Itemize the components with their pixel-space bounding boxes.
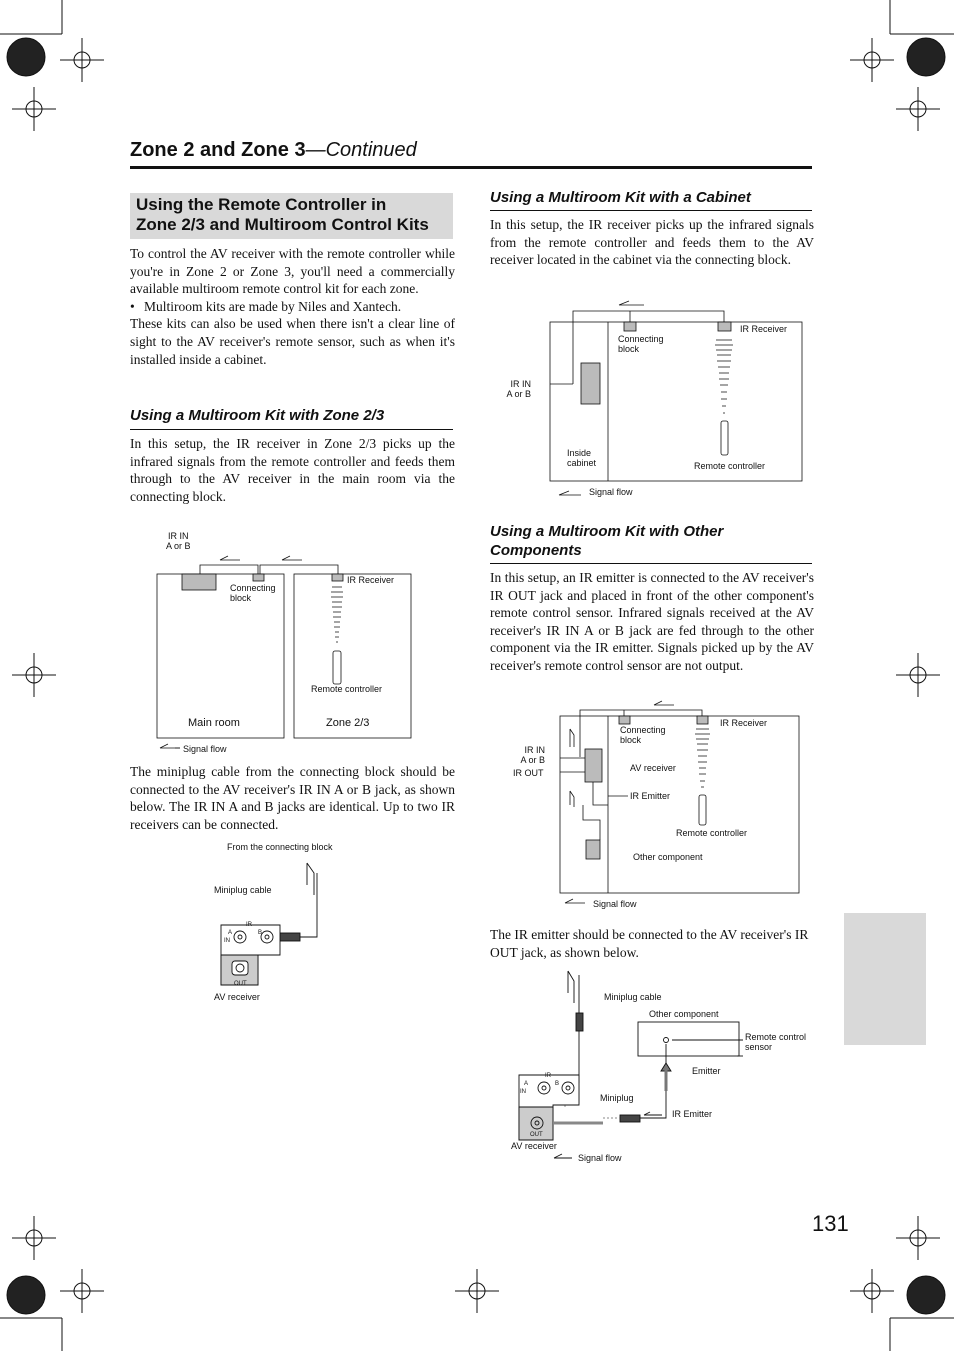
bullet-item: • Multiroom kits are made by Niles and Xantech. <box>130 298 402 314</box>
emitter-miniplug-cable: Miniplug cable <box>604 992 662 1002</box>
jack-a: A <box>228 930 233 936</box>
header-title: Zone 2 and Zone 3 <box>130 139 306 161</box>
zone-ir-in: IR IN <box>168 531 189 541</box>
cabinet-kit-rule <box>490 210 812 211</box>
emitter-b: B <box>555 1081 560 1087</box>
cabinet-ir-in: IR IN <box>510 379 531 389</box>
cabinet-ir-receiver: IR Receiver <box>740 324 788 334</box>
section-heading-line1: Using the Remote Controller in <box>136 195 387 214</box>
zone-kit-heading: Using a Multiroom Kit with Zone 2/3 <box>130 407 385 424</box>
section-heading-line2: Zone 2/3 and Multiroom Control Kits <box>136 215 429 234</box>
jack-av-receiver: AV receiver <box>214 992 260 1002</box>
zone-connecting: Connecting <box>230 583 276 593</box>
other-connecting: Connecting <box>620 725 666 735</box>
emitter-out: OUT <box>530 1132 543 1138</box>
other-ir-out: IR OUT <box>513 768 544 778</box>
zone-remote-controller: Remote controller <box>311 684 383 694</box>
other-ir-in: IR IN <box>524 745 545 755</box>
other-kit-text-2: The IR emitter should be connected to the AV receiver's IR OUT jack, as shown below. <box>490 927 809 960</box>
emitter-signal-flow: Signal flow <box>578 1153 622 1163</box>
zone-block: block <box>230 593 252 603</box>
emitter-remote-control: Remote control <box>745 1032 807 1042</box>
emitter-ir-emitter: IR Emitter <box>672 1109 713 1119</box>
emitter-emitter: Emitter <box>692 1066 721 1076</box>
zone-ir-in-label <box>166 531 191 551</box>
cabinet-kit-text: In this setup, the IR receiver picks up the infrared signals from the remote controller and feeds them to the AV receiver located in the cabinet via the connecting block. <box>490 217 814 268</box>
cabinet-ir-in-label <box>505 379 531 399</box>
zone-kit-text-2: The miniplug cable from the connecting block should be connected to the AV receiver's IR IN A or B jack, as shown below. The IR IN A and B jacks are identical. Up to two IR receivers can be connected. <box>130 764 455 832</box>
jack-b: B <box>258 930 263 936</box>
cabinet-inside-label <box>567 448 596 468</box>
zone-signal-flow: Signal flow <box>183 744 227 754</box>
page-number: 131 <box>812 1211 849 1236</box>
zone-kit-text: In this setup, the IR receiver in Zone 2/3 picks up the infrared signals from the remote controller and feeds them through to the AV receiver in the main room via the connecting block. <box>130 436 455 504</box>
other-signal-flow: Signal flow <box>593 899 637 909</box>
other-kit-heading <box>490 522 723 560</box>
other-kit-text: In this setup, an IR emitter is connected to the AV receiver's IR OUT jack and placed in front of the other component's remote control sensor. Infrared signals received at the AV receiver's IR IN A or B jack are fed through to the other component via the IR emitter. Signals picked up by the AV receiver's remote control sensor are not output. <box>490 570 814 673</box>
cabinet-a-or-b: A or B <box>506 389 531 399</box>
bullet-text: Multiroom kits are made by Niles and Xantech. <box>144 298 402 314</box>
emitter-ir: IR <box>545 1073 551 1079</box>
jack-in: IN <box>224 938 230 944</box>
intro-paragraph-2: These kits can also be used when there isn't a clear line of sight to the AV receiver's remote sensor, such as when it's installed inside a cabinet. <box>130 316 455 367</box>
emitter-a: A <box>524 1081 529 1087</box>
cabinet-connecting-label <box>618 334 664 354</box>
other-other-component: Other component <box>633 852 703 862</box>
other-remote-controller: Remote controller <box>676 828 748 838</box>
jack-out: OUT <box>234 981 247 987</box>
cabinet-inside: Inside <box>567 448 592 458</box>
header-rule <box>130 166 812 169</box>
emitter-miniplug: Miniplug <box>600 1093 634 1103</box>
other-kit-rule <box>490 563 812 564</box>
other-kit-heading-line2: Components <box>490 542 582 559</box>
zone-connecting-label <box>230 583 276 603</box>
section-heading <box>130 193 453 239</box>
other-diagram <box>548 695 803 915</box>
zone-diagram <box>150 525 420 765</box>
cabinet-remote-controller: Remote controller <box>694 461 766 471</box>
cabinet-connecting: Connecting <box>618 334 664 344</box>
cabinet-signal-flow: Signal flow <box>589 487 633 497</box>
cabinet-kit-heading: Using a Multiroom Kit with a Cabinet <box>490 189 751 206</box>
jack-ir: IR <box>246 922 252 928</box>
emitter-in: IN <box>520 1089 526 1095</box>
cabinet-block: block <box>618 344 640 354</box>
emitter-other-component: Other component <box>649 1009 719 1019</box>
zone-kit-rule <box>130 429 453 430</box>
cabinet-cabinet: cabinet <box>567 458 597 468</box>
other-ir-receiver: IR Receiver <box>720 718 768 728</box>
other-ir-in-label <box>519 745 545 765</box>
zone-a-or-b: A or B <box>166 541 191 551</box>
intro-text <box>130 245 455 368</box>
other-ir-emitter: IR Emitter <box>630 791 671 801</box>
other-kit-heading-line1: Using a Multiroom Kit with Other <box>490 523 724 540</box>
page-header <box>130 139 417 162</box>
other-a-or-b: A or B <box>520 755 545 765</box>
other-block: block <box>620 735 642 745</box>
jack-from-block: From the connecting block <box>227 842 333 852</box>
side-tab <box>844 913 926 1045</box>
other-connecting-label <box>620 725 666 745</box>
other-av-receiver: AV receiver <box>630 763 676 773</box>
zone-ir-receiver: IR Receiver <box>347 575 395 585</box>
zone-zone-label: Zone 2/3 <box>326 717 370 729</box>
emitter-av-receiver: AV receiver <box>511 1141 557 1151</box>
jack-miniplug-cable: Miniplug cable <box>214 885 272 895</box>
emitter-sensor: sensor <box>745 1042 773 1052</box>
zone-main-room: Main room <box>188 717 240 729</box>
intro-paragraph-1: To control the AV receiver with the remote controller while you're in Zone 2 or Zone 3, you'll need a commercially available multiroom remote control kit for each zone. <box>130 246 455 297</box>
header-continued: —Continued <box>305 139 417 161</box>
emitter-remote-label <box>745 1032 806 1052</box>
